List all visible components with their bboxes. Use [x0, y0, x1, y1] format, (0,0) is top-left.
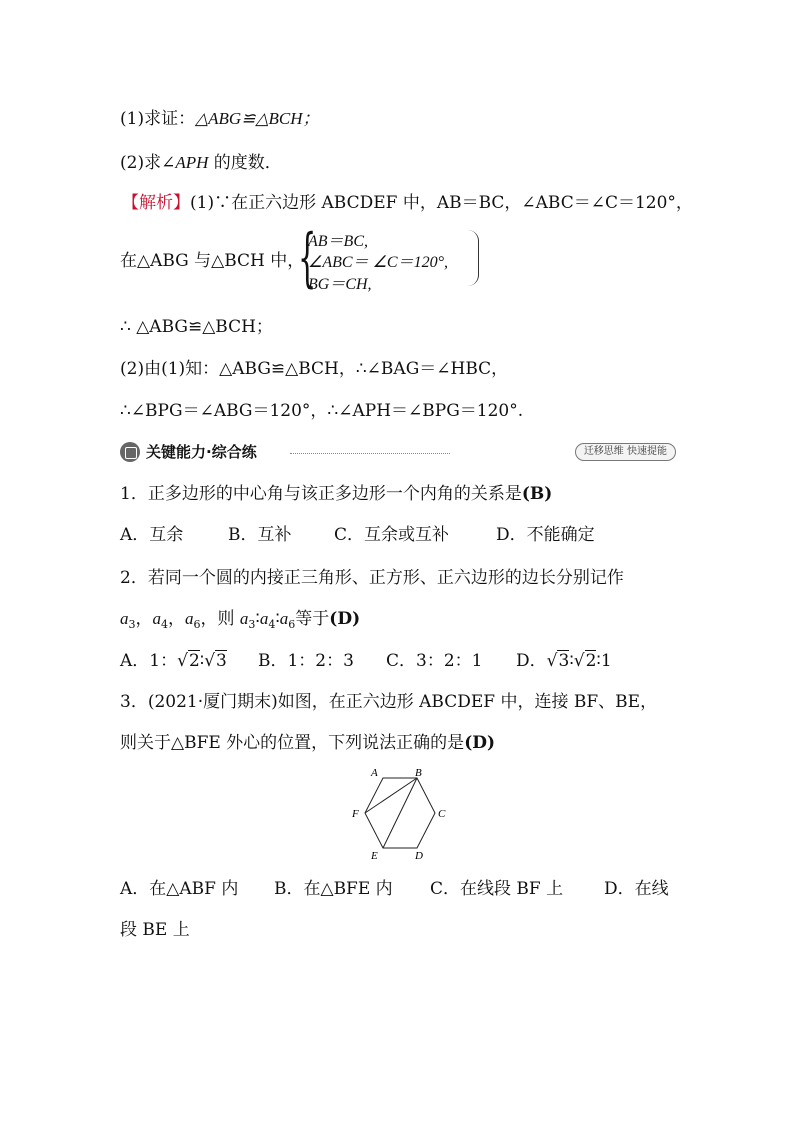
solution-line3: ∴ △ABG≌△BCH； [120, 317, 273, 337]
segment-bf [365, 778, 417, 813]
q2-a3: a [120, 609, 129, 628]
solution-line2-prefix: 在△ABG 与△BCH 中， [120, 251, 305, 271]
q-part2-tail: 的度数． [208, 153, 282, 173]
q3-answer: (D) [464, 733, 496, 753]
q1-option-c: C．互余或互补 [334, 525, 450, 545]
q2-option-b: B．1：2：3 [258, 651, 354, 671]
section-divider [290, 453, 450, 454]
q-part2-math: APH [175, 153, 209, 172]
q3-option-d: D．在线 [604, 879, 669, 899]
q-part1-math: △ABG≌△BCH； [195, 109, 320, 128]
right-bracket [468, 230, 479, 286]
q3-option-c: C．在线段 BF 上 [430, 879, 564, 899]
q3-option-b: B．在△BFE 内 [274, 879, 393, 899]
label-c: C [438, 808, 446, 820]
equation-system [298, 221, 478, 300]
label-b: B [415, 767, 422, 779]
q2-option-c: C．3：2：1 [386, 651, 483, 671]
q2-stem: 2．若同一个圆的内接正三角形、正方形、正六边形的边长分别记作 [120, 568, 624, 588]
q1-option-a: A．互余 [120, 525, 184, 545]
q2-option-a: A．1：√2∶√3 [120, 651, 227, 671]
q-part2-text: (2)求∠ [120, 153, 176, 173]
q3-options [120, 877, 669, 901]
book-icon [120, 442, 140, 462]
section-pill: 迁移思维 快速提能 [575, 443, 676, 461]
q1-option-d: D．不能确定 [496, 525, 595, 545]
q3-stem2-text: 则关于△BFE 外心的位置，下列说法正确的是 [120, 733, 465, 753]
label-a: A [371, 767, 378, 779]
q2-answer: (D) [329, 609, 361, 629]
brace-row-1: AB＝BC, [308, 233, 368, 250]
label-f: F [352, 808, 359, 820]
solution-tag: 【解析】 [122, 193, 190, 213]
q2-option-d: D．√3∶√2∶1 [516, 651, 612, 671]
q2-mid: 等于 [295, 609, 330, 629]
left-brace: { [298, 221, 317, 295]
q1-answer: (B) [521, 484, 553, 504]
q-part2 [120, 151, 282, 175]
q1-stem [120, 482, 552, 506]
q2-options [120, 649, 612, 673]
q-part1 [120, 107, 320, 131]
solution-line2 [120, 249, 304, 273]
solution-line1 [122, 191, 693, 215]
brace-row-2: ∠ABC＝ ∠C＝120°, [308, 254, 448, 271]
q3-stem: 3．(2021·厦门期末)如图，在正六边形 ABCDEF 中，连接 BF、BE， [120, 692, 658, 712]
label-d: D [415, 850, 423, 862]
q1-option-b: B．互补 [228, 525, 292, 545]
q3-option-a: A．在△ABF 内 [120, 879, 239, 899]
hexagon-svg [340, 766, 460, 862]
q-part1-text: (1)求证： [120, 109, 196, 129]
solution-line1-text: (1)∵在正六边形 ABCDEF 中，AB＝BC，∠ABC＝∠C＝120°， [190, 193, 693, 213]
solution-line5: ∴∠BPG＝∠ABG＝120°，∴∠APH＝∠BPG＝120°. [120, 401, 524, 421]
section-title: 关键能力·综合练 [146, 443, 257, 461]
q2-stem2: $a_3$，$a_4$，$a_6$，则 $a_3∶a_4∶a_6$等于(D) [120, 609, 361, 631]
segment-be [383, 778, 417, 848]
solution-line4: (2)由(1)知：△ABG≌△BCH，∴∠BAG＝∠HBC， [120, 359, 509, 379]
q3-option-d-cont: 段 BE 上 [120, 920, 190, 940]
q1-stem-text: 1．正多边形的中心角与该正多边形一个内角的关系是 [120, 484, 522, 504]
label-e: E [371, 850, 378, 862]
hexagon-figure [340, 766, 460, 862]
section-header [120, 441, 676, 463]
brace-row-3: BG＝CH, [308, 276, 372, 293]
q3-stem2 [120, 731, 495, 755]
q1-options [120, 523, 595, 547]
